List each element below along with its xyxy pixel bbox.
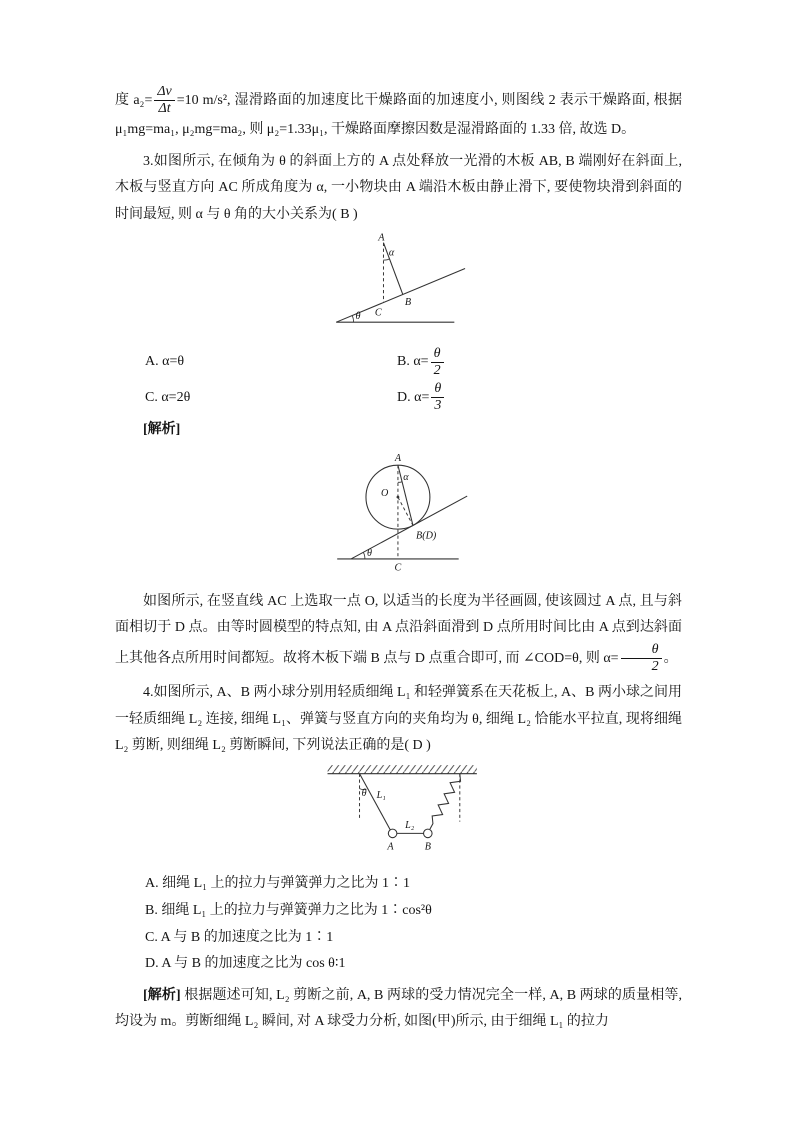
q3-option-c <box>145 381 397 414</box>
q4-analysis-text: 根据题述可知, L₂ 剪断之前, A, B 两球的受力情况完全一样, A, B 两球的质量相等, 均设为 m。剪断细绳 L₂ 瞬间, 对 A 球受力分析, 如图(甲)所示, 由于细绳 L₁ 的拉力 <box>115 987 682 1030</box>
q3-options <box>115 346 682 414</box>
ceiling-rope-spring-svg <box>308 763 490 859</box>
theta-over-3-fraction <box>431 381 444 414</box>
theta-label: θ <box>361 787 367 799</box>
q4-options <box>115 871 682 977</box>
q3-option-d-text: D. α= <box>397 389 430 405</box>
q3-option-b-text: B. α= <box>397 354 429 370</box>
q4-option-d: D. A 与 B 的加速度之比为 cos θ∶1 <box>145 956 346 972</box>
question-3-stem: 3.如图所示, 在倾角为 θ 的斜面上方的 A 点处释放一光滑的木板 AB, B 端刚好在斜面上, 木板与竖直方向 AC 所成角度为 α, 一小物块由 A 端沿木板由静止滑下, 要使物块滑到斜面的时间最短, 则 α 与 θ 角的大小关系为( B ) <box>115 153 682 222</box>
alpha-label: α <box>402 472 409 484</box>
fraction-denominator: Δt <box>158 101 171 117</box>
ball-B-label: B <box>424 841 431 853</box>
q4-option-b: B. 细绳 L₁ 上的拉力与弹簧弹力之比为 1∶cos²θ <box>145 903 432 919</box>
analysis-label: [解析] <box>143 987 181 1003</box>
spring-coil <box>429 774 460 829</box>
q3-option-d <box>397 381 682 414</box>
q3-option-c-text: C. α=2θ <box>145 389 191 405</box>
fraction-numerator: Δv <box>154 84 174 101</box>
center-O-label: O <box>380 488 388 500</box>
q3-analysis-end: 。 <box>663 650 678 666</box>
intro-paragraph <box>115 84 682 144</box>
incline-diagram-svg <box>326 232 471 334</box>
center-O-dot <box>396 496 399 499</box>
point-BD-label: B(D) <box>415 530 436 542</box>
point-B-label: B <box>404 296 412 308</box>
q3-option-a <box>145 346 397 379</box>
rope-L2-label: L₂ <box>404 819 414 831</box>
fraction-denominator: 3 <box>434 398 442 414</box>
q4-analysis-paragraph <box>115 983 682 1036</box>
fraction-denominator: 2 <box>433 363 441 379</box>
theta-angle-arc <box>352 315 353 322</box>
figure-q3-incline <box>115 232 682 345</box>
fraction-numerator: θ <box>431 346 444 363</box>
alpha-label: α <box>388 247 395 259</box>
q4-option-a: A. 细绳 L₁ 上的拉力与弹簧弹力之比为 1∶1 <box>145 876 411 892</box>
q3-option-b <box>397 346 682 379</box>
q3-analysis-text: 如图所示, 在竖直线 AC 上选取一点 O, 以适当的长度为半径画圆, 使该圆过 A 点, 且与斜面相切于 D 点。由等时圆模型的特点知, 由 A 点沿斜面滑到 D 点所用时间比由 A 点到达斜面上其他各点所用时间都短。故将木板下端 B 点与 D 点重合即可, 而 ∠COD=θ, 则 α= <box>115 593 682 666</box>
rope-L1-line <box>359 774 390 831</box>
point-C-label: C <box>394 562 401 574</box>
question-4-stem: 4.如图所示, A、B 两小球分别用轻质细绳 L₁ 和轻弹簧系在天花板上, A、B 两小球之间用一轻质细绳 L₂ 连接, 细绳 L₁、弹簧与竖直方向的夹角均为 θ, 细绳 L₂ 恰能水平拉直, 现将细绳 L₂ 剪断, 则细绳 L₂ 剪断瞬间, 下列说法正确的是( D ) <box>115 685 682 754</box>
theta-over-2-fraction <box>431 346 444 379</box>
figure-q3-circle <box>115 446 682 587</box>
fraction-numerator: θ <box>621 642 662 659</box>
q3-option-a-text: A. α=θ <box>145 354 185 370</box>
alpha-angle-arc <box>383 258 389 259</box>
fraction-denominator: 2 <box>651 659 659 674</box>
ball-B <box>423 829 432 838</box>
figure-q4-spring <box>115 763 682 870</box>
theta-angle-arc <box>363 553 365 560</box>
radius-OD-dashed <box>397 497 412 525</box>
ball-A-label: A <box>386 841 394 853</box>
ceiling-hatching <box>327 765 476 774</box>
theta-over-2-fraction <box>621 642 662 675</box>
intro-text-post: =10 m/s², 湿滑路面的加速度比干燥路面的加速度小, 则图线 2 表示干燥路面, 根据 μ₁mg=ma₁, μ₂mg=ma₂, 则 μ₂=1.33μ₁, 干燥路面摩擦因数是湿滑路面的 1.33 倍, 故选 D。 <box>115 92 682 138</box>
theta-label: θ <box>355 310 361 322</box>
intro-text-pre: 度 a₂= <box>115 92 153 108</box>
q4-option-c: C. A 与 B 的加速度之比为 1∶1 <box>145 929 334 945</box>
ball-A <box>388 829 397 838</box>
equal-time-circle-svg <box>318 446 480 576</box>
q3-analysis-heading <box>115 417 682 444</box>
analysis-label: [解析] <box>143 421 181 437</box>
theta-label: θ <box>366 547 372 559</box>
q3-analysis-paragraph <box>115 589 682 675</box>
point-A-label: A <box>378 232 385 244</box>
point-A-label: A <box>394 453 401 465</box>
point-C-label: C <box>374 307 382 319</box>
rope-L1-label: L₁ <box>376 790 386 802</box>
alpha-angle-arc <box>397 482 401 483</box>
fraction-numerator: θ <box>431 381 444 398</box>
dv-dt-fraction <box>154 84 174 117</box>
